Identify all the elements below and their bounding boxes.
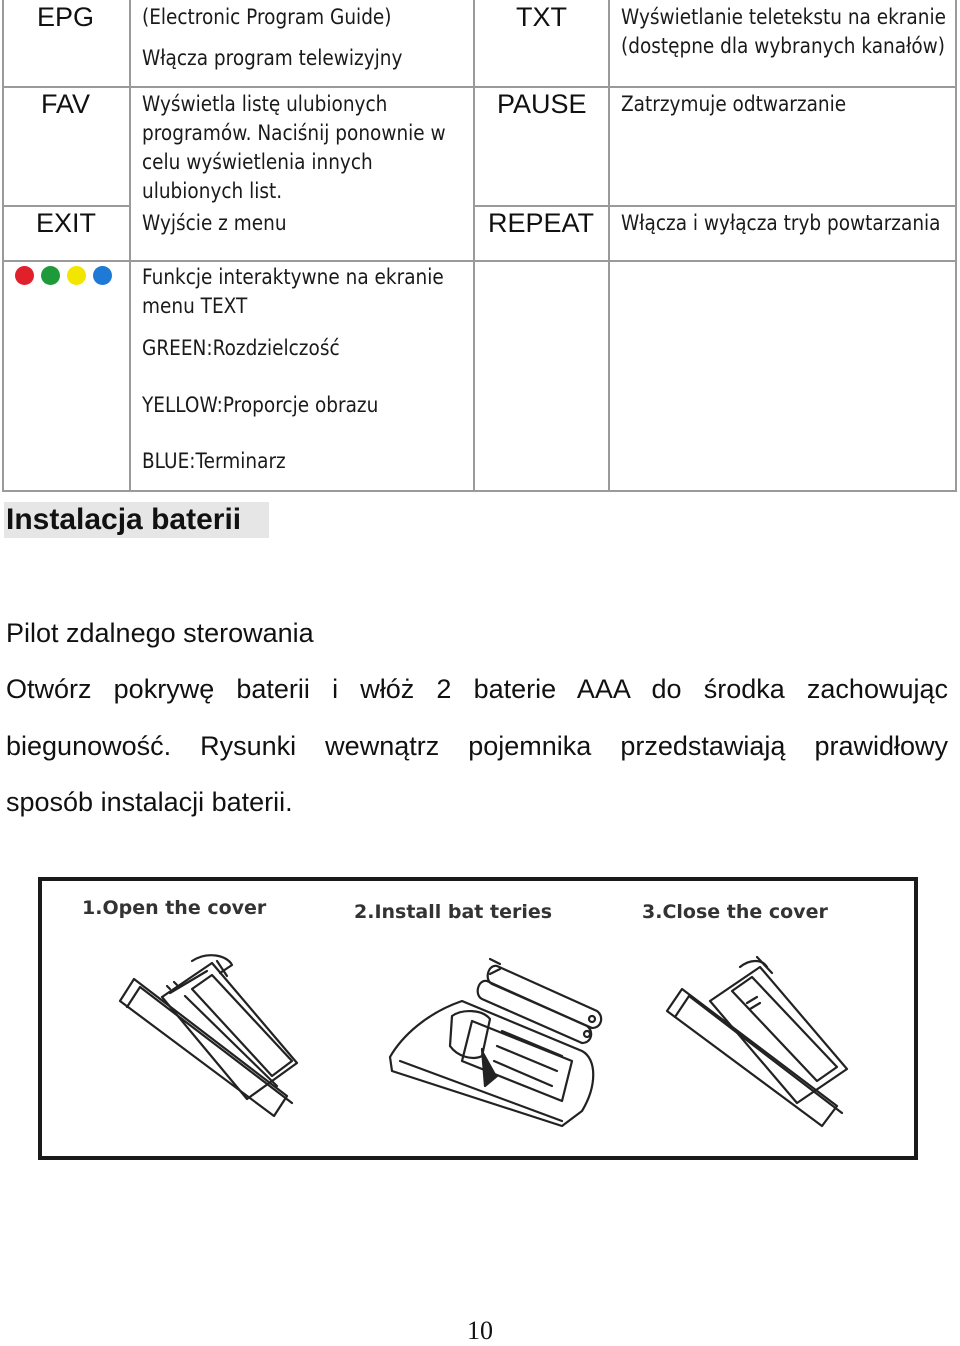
key-exit: EXIT	[36, 208, 97, 238]
battery-insert-icon	[390, 959, 601, 1126]
table-col-divider-1	[129, 0, 131, 492]
red-button-icon	[15, 266, 34, 285]
txt-desc-line-1: Wyświetlanie teletekstu na ekranie	[621, 5, 946, 29]
fav-desc-line-1: Wyświetla listę ulubionych	[142, 92, 388, 116]
epg-desc-line-1: (Electronic Program Guide)	[142, 5, 392, 29]
table-col-divider-2	[473, 0, 475, 492]
txt-desc-line-2: (dostępne dla wybranych kanałów)	[621, 34, 945, 58]
green-button-icon	[41, 266, 60, 285]
table-row-divider-1	[2, 86, 957, 88]
remote-close-cover-icon	[667, 957, 847, 1126]
step-2-label: 2.Install bat teries	[354, 901, 553, 923]
paragraph-line-1: Otwórz pokrywę baterii i włóż 2 baterie AAA do środka zachowując	[6, 674, 948, 704]
color-desc-line-3: GREEN:Rozdzielczość	[142, 336, 340, 360]
table-border-right	[955, 0, 957, 492]
page-number: 10	[467, 1316, 493, 1345]
color-desc-line-2: menu TEXT	[142, 294, 248, 318]
yellow-button-icon	[67, 266, 86, 285]
section-subheading: Pilot zdalnego sterowania	[6, 618, 314, 648]
table-border-left	[2, 0, 4, 492]
color-desc-line-5: BLUE:Terminarz	[142, 449, 286, 473]
color-desc-line-4: YELLOW:Proporcje obrazu	[142, 393, 379, 417]
fav-desc-line-4: ulubionych list.	[142, 179, 283, 203]
fav-desc-line-3: celu wyświetlenia innych	[142, 150, 373, 174]
table-border-bottom	[2, 490, 957, 492]
key-pause: PAUSE	[497, 89, 587, 119]
battery-install-figure	[38, 877, 918, 1160]
epg-desc-line-2: Włącza program telewizyjny	[142, 46, 403, 70]
section-heading: Instalacja baterii	[4, 502, 269, 538]
color-desc-line-1: Funkcje interaktywne na ekranie	[142, 265, 444, 289]
table-row-divider-2b	[473, 205, 957, 207]
paragraph-line-3: sposób instalacji baterii.	[6, 787, 293, 817]
paragraph-line-2: biegunowość. Rysunki wewnątrz pojemnika przedstawiają prawidłowy	[6, 731, 948, 761]
pause-desc-line-1: Zatrzymuje odtwarzanie	[621, 92, 847, 116]
table-col-divider-3	[608, 0, 610, 492]
key-epg: EPG	[37, 2, 95, 32]
blue-button-icon	[93, 266, 112, 285]
step-3-label: 3.Close the cover	[642, 901, 828, 923]
key-repeat: REPEAT	[488, 208, 595, 238]
fav-desc-line-2: programów. Naciśnij ponownie w	[142, 121, 446, 145]
key-txt: TXT	[516, 2, 567, 32]
exit-desc-line-1: Wyjście z menu	[142, 211, 287, 235]
battery-steps-drawing	[42, 881, 914, 1156]
remote-open-cover-icon	[120, 955, 297, 1116]
table-row-divider-3	[2, 260, 957, 262]
step-1-label: 1.Open the cover	[82, 897, 267, 919]
key-fav: FAV	[41, 89, 91, 119]
repeat-desc-line-1: Włącza i wyłącza tryb powtarzania	[621, 211, 941, 235]
table-row-divider-2a	[2, 205, 130, 207]
